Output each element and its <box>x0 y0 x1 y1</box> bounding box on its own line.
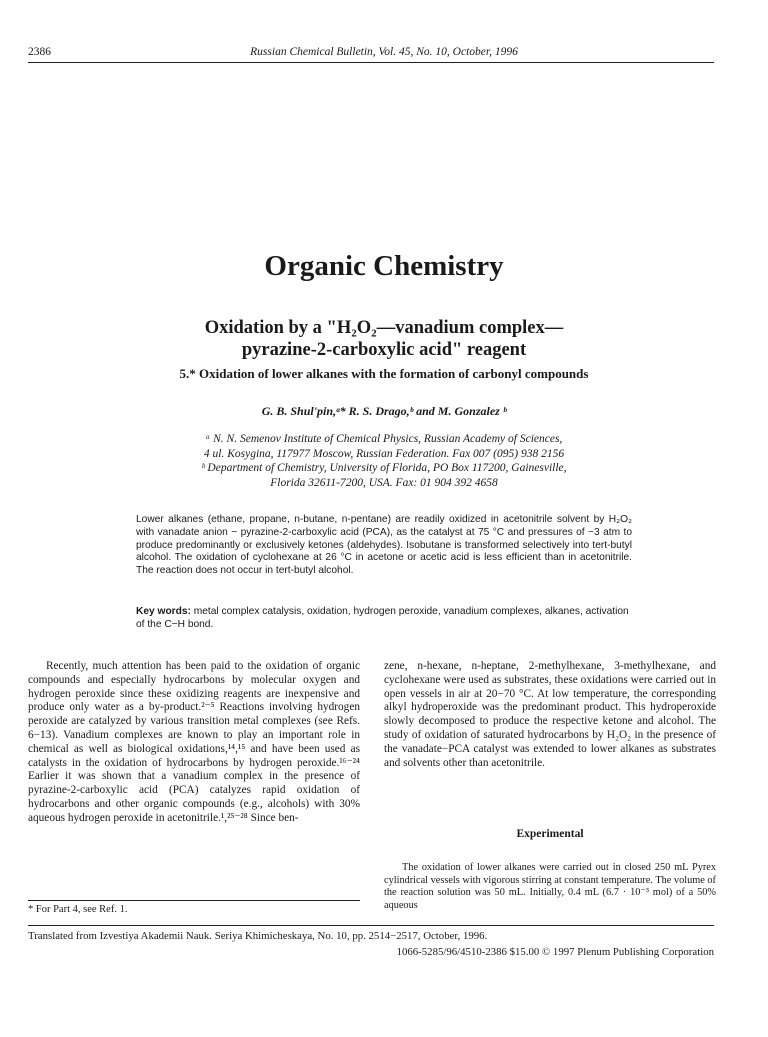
article-title-line2: pyrazine-2-carboxylic acid" reagent <box>241 340 527 360</box>
footnote: * For Part 4, see Ref. 1. <box>28 904 128 915</box>
authors: G. B. Shul'pin,ᵃ* R. S. Drago,ᵇ and M. Gonzalez ᵇ <box>261 404 507 418</box>
footnote-rule <box>28 900 360 901</box>
footer-rule <box>28 925 714 926</box>
copyright-line: 1066-5285/96/4510-2386 $15.00 © 1997 Plenum Publishing Corporation <box>396 946 714 958</box>
body-paragraph: The oxidation of lower alkanes were carried out in closed 250 mL Pyrex cylindrical vessels with vigorous stirring at constant temperature. The volume of the reaction solution was 50 mL. Initially, 0.4 mL (6.7 · 10⁻³ mol) of a 50% aqueous <box>384 862 716 911</box>
affiliation-line: ᵃ N. N. Semenov Institute of Chemical Physics, Russian Academy of Sciences, <box>205 433 563 445</box>
section-title: Organic Chemistry <box>264 250 504 282</box>
article-title-line1: Oxidation by a "H₂O₂—vanadium complex— <box>204 318 564 338</box>
keywords <box>136 606 632 632</box>
affiliations <box>0 432 768 490</box>
affiliation-line: 4 ul. Kosygina, 117977 Moscow, Russian Federation. Fax 007 (095) 938 2156 <box>203 447 565 460</box>
experimental-text <box>384 862 716 912</box>
running-header: Russian Chemical Bulletin, Vol. 45, No. 10, October, 1996 <box>250 46 518 58</box>
keywords-label: Key words: <box>136 606 191 617</box>
affiliation-line: ᵇ Department of Chemistry, University of Florida, PO Box 117200, Gainesville, <box>201 462 567 474</box>
translation-note: Translated from Izvestiya Akademii Nauk. Seriya Khimicheskaya, No. 10, pp. 2514−2517, October, 1996. <box>28 930 488 942</box>
affiliation-line: Florida 32611-7200, USA. Fax: 01 904 392 4658 <box>270 476 498 489</box>
experimental-heading: Experimental <box>516 828 584 840</box>
abstract: Lower alkanes (ethane, propane, n-butane, n-pentane) are readily oxidized in acetonitrile solvent by H₂O₂ with vanadate anion − pyrazine-2-carboxylic acid (PCA), as the catalyst at 75 °C and pressures of ~3 atm to produce predominantly or exclusively ketones (aldehydes). Isobutane is transformed selectively into tert-butyl alcohol. The oxidation of cyclohexane at 26 °C in acetone or acetic acid is less efficient than in acetonitrile. The reaction does not occur in tert-butyl alcohol. <box>136 514 632 577</box>
header-rule <box>28 62 714 63</box>
keywords-text: metal complex catalysis, oxidation, hydrogen peroxide, vanadium complexes, alkanes, activation of the C−H bond. <box>136 606 629 630</box>
body-right-column <box>384 660 716 770</box>
body-paragraph: Recently, much attention has been paid to the oxidation of organic compounds and especially hydrocarbons by molecular oxygen and hydrogen peroxide since these oxidizing reagents are inexpensive and produce only water as a by-product.²⁻⁵ Reactions involving hydrogen peroxide are catalyzed by various transition metal complexes (see Refs. 6−13). Vanadium complexes are known to play an important role in chemical as well as biological oxidations,¹⁴,¹⁵ and have been used as catalysts in the oxidation of hydrocarbons by hydrogen peroxide.¹⁶⁻²⁴ Earlier it was shown that a vanadium complex in the presence of pyrazine-2-carboxylic acid (PCA) catalyzes rapid oxidation of hydrocarbons and other organic compounds (e.g., alcohols) with 30% aqueous hydrogen peroxide in acetonitrile.¹,²⁵⁻²⁸ Since ben- <box>28 660 360 824</box>
page-number: 2386 <box>28 46 51 58</box>
article-subtitle: 5.* Oxidation of lower alkanes with the formation of carbonyl compounds <box>179 366 589 381</box>
body-left-column <box>28 660 360 826</box>
body-paragraph: zene, n-hexane, n-heptane, 2-methylhexane, 3-methylhexane, and cyclohexane were used as substrates, these oxidations were carried out in open vessels in air at 20−70 °C. At low temperature, the corresponding alkyl hydroperoxide was the predominant product. This hydroperoxide slowly decomposed to produce the respective ketone and alcohol. The study of oxidation of saturated hydrocarbons by H₂O₂ in the presence of the vanadate−PCA catalyst was extended to lower alkanes as substrates and solvents other than acetonitrile. <box>384 660 716 769</box>
